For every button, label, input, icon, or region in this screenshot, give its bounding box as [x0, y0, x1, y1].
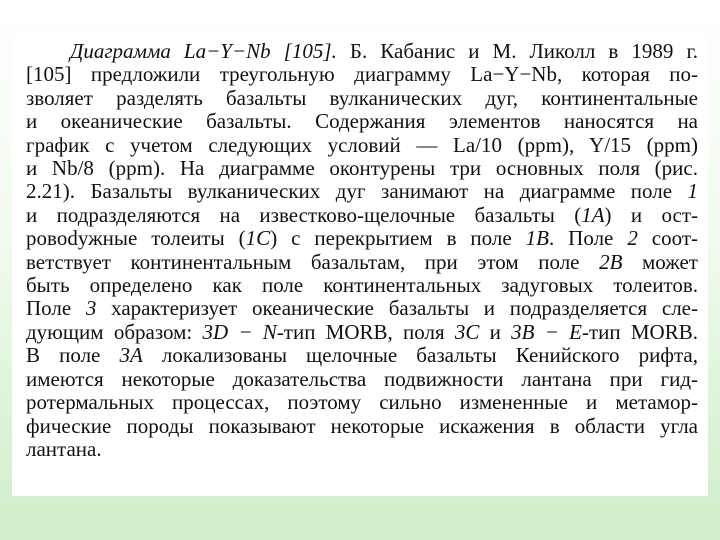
text-segment: ветствует континентальным базальтам, при этом поле — [26, 249, 600, 274]
text-segment: и — [479, 319, 512, 344]
text-segment: ротермальных процессах, поэтому сильно измененные и метамор- — [26, 390, 698, 415]
italic-text-segment: 3D − N — [202, 319, 277, 344]
text-segment: может — [622, 249, 698, 274]
italic-text-segment: 1B — [525, 226, 549, 251]
text-segment: соот- — [637, 226, 698, 251]
text-segment: Поле — [26, 296, 86, 321]
text-segment: фические породы показывают некоторые искажения в области угла — [26, 413, 698, 438]
text-line — [26, 391, 698, 414]
text-segment: зволяет разделять базальты вулканических дуг, континентальные — [26, 85, 698, 110]
text-segment: дующим образом: — [26, 319, 203, 344]
text-line — [26, 110, 698, 133]
italic-text-segment: 1C — [245, 226, 271, 251]
text-segment: график с учетом следующих условий — La/10 (ppm), Y/15 (ppm) — [26, 132, 698, 157]
italic-text-segment: 1 — [687, 179, 698, 204]
text-segment: и океанические базальты. Содержания элементов наносятся на — [26, 109, 698, 134]
text-line — [26, 40, 698, 63]
text-segment: имеются некоторые доказательства подвижности лантана при гид- — [26, 366, 698, 391]
text-segment: ) с перекрытием в поле — [270, 226, 526, 251]
text-line — [26, 63, 698, 86]
text-line — [26, 438, 698, 461]
text-segment: . Поле — [548, 226, 628, 251]
text-segment: Б. Кабанис и М. Ликолл в 1989 г. — [336, 39, 698, 63]
text-segment: и подразделяются на известково-щелочные базальты ( — [26, 202, 582, 227]
italic-text-segment: 3C — [454, 319, 480, 344]
text-segment: 2.21). Базальты вулканических дуг занимают на диаграмме поле — [26, 179, 688, 204]
text-segment: ) и ост- — [604, 202, 699, 227]
text-segment: быть определено как поле континентальных задуговых толеитов. — [26, 273, 698, 298]
text-line — [26, 251, 698, 274]
text-segment: лантана. — [26, 436, 102, 461]
italic-text-segment: 3A — [119, 343, 143, 368]
italic-text-segment: Диаграмма La−Y−Nb [105]. — [70, 39, 337, 63]
text-segment: В поле — [26, 343, 120, 368]
text-line — [26, 204, 698, 227]
italic-text-segment: 3 — [85, 296, 97, 321]
italic-text-segment: 2 — [627, 226, 638, 251]
text-line — [26, 415, 698, 438]
text-segment: [105] предложили треугольную диаграмму La−Y−Nb, которая по- — [26, 62, 698, 87]
slide-content — [12, 30, 708, 496]
text-segment: характеризует океанические базальты и подразделяется сле- — [96, 296, 698, 321]
text-line — [26, 227, 698, 250]
italic-text-segment: 2B — [599, 249, 623, 274]
text-line — [26, 87, 698, 110]
text-segment: -тип MORB. — [581, 319, 698, 344]
text-segment: и Nb/8 (ppm). На диаграмме оконтурены три основных поля (рис. — [26, 156, 698, 181]
text-line — [26, 180, 698, 203]
text-segment: локализованы щелочные базальты Кенийского рифта, — [142, 343, 698, 368]
italic-text-segment: 1A — [581, 202, 605, 227]
text-line — [26, 297, 698, 320]
text-segment: -тип MORB, поля — [276, 319, 455, 344]
text-line — [26, 368, 698, 391]
text-line — [26, 321, 698, 344]
text-line — [26, 274, 698, 297]
body-paragraph — [26, 40, 698, 461]
italic-text-segment: 3B − E — [511, 319, 582, 344]
text-line — [26, 157, 698, 180]
text-segment: ровodужные толеиты ( — [26, 226, 246, 251]
text-line — [26, 344, 698, 367]
text-line — [26, 134, 698, 157]
